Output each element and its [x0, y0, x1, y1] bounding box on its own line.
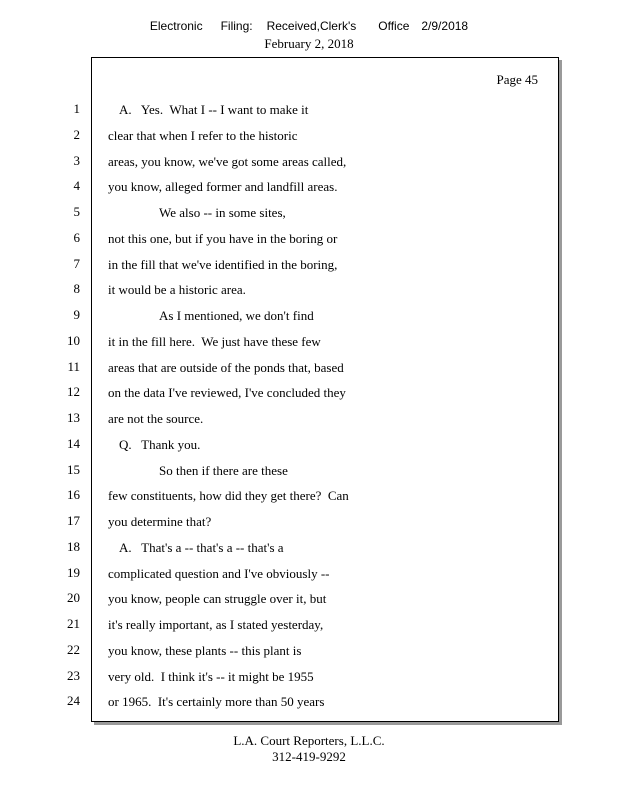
transcript-line: areas that are outside of the ponds that, based	[108, 359, 344, 375]
line-number: 11	[67, 358, 80, 374]
transcript-line: are not the source.	[108, 411, 204, 426]
transcript-line: areas, you know, we've got some areas called,	[108, 153, 347, 169]
line-number: 13	[67, 410, 80, 425]
reporter-phone: 312-419-9292	[272, 749, 346, 764]
line-number: 15	[67, 461, 80, 477]
transcript-line: complicated question and I've obviously --	[108, 565, 330, 581]
line-number: 1	[73, 101, 80, 116]
transcript-line: or 1965. It's certainly more than 50 years	[108, 694, 325, 710]
filing-stamp	[0, 19, 618, 33]
line-number: 12	[67, 384, 80, 400]
transcript-line: you know, alleged former and landfill areas.	[108, 179, 338, 195]
line-number: 8	[73, 281, 80, 297]
line-number: 20	[67, 590, 80, 606]
transcript-line: clear that when I refer to the historic	[108, 127, 298, 143]
line-number: 23	[67, 667, 80, 683]
line-number: 6	[73, 229, 80, 245]
filing-date: February 2, 2018	[264, 36, 354, 51]
line-number: 18	[67, 538, 80, 554]
line-number: 3	[73, 152, 80, 168]
line-number: 4	[73, 178, 80, 194]
transcript-line: in the fill that we've identified in the boring,	[108, 256, 338, 272]
line-number: 14	[67, 435, 80, 451]
stamp-word: Received,Clerk's	[266, 19, 357, 33]
line-number: 24	[67, 693, 80, 709]
stamp-word: Office	[378, 19, 410, 33]
stamp-word: Electronic	[149, 19, 203, 33]
line-number: 9	[73, 307, 80, 322]
transcript-line: you determine that?	[108, 514, 212, 529]
stamp-word: Filing:	[220, 19, 253, 33]
line-number: 10	[67, 332, 80, 348]
transcript-page	[91, 57, 559, 722]
transcript-line: it would be a historic area.	[108, 282, 246, 298]
transcript-line: not this one, but if you have in the boring or	[108, 230, 338, 246]
line-number: 16	[67, 487, 80, 503]
line-number: 22	[67, 641, 80, 657]
line-number: 17	[67, 513, 80, 528]
transcript-line: As I mentioned, we don't find	[159, 308, 314, 323]
transcript-line: We also -- in some sites,	[159, 205, 286, 220]
transcript-line: Q. Thank you.	[119, 436, 201, 452]
transcript-line: A. That's a -- that's a -- that's a	[119, 539, 284, 555]
transcript-line: few constituents, how did they get there? Can	[108, 488, 349, 504]
transcript-line: you know, people can struggle over it, but	[108, 591, 327, 607]
transcript-line: A. Yes. What I -- I want to make it	[119, 102, 309, 117]
reporter-company: L.A. Court Reporters, L.L.C.	[233, 733, 385, 748]
transcript-line: it in the fill here. We just have these few	[108, 333, 321, 349]
line-number: 5	[73, 204, 80, 219]
line-number: 7	[73, 255, 80, 271]
transcript-line: very old. I think it's -- it might be 1955	[108, 668, 314, 684]
stamp-word: 2/9/2018	[421, 19, 469, 33]
transcript-line: it's really important, as I stated yesterday,	[108, 617, 324, 632]
line-number: 2	[73, 126, 80, 142]
line-number: 19	[67, 564, 80, 580]
page-number: Page 45	[496, 72, 538, 87]
line-number: 21	[67, 616, 80, 631]
transcript-line: you know, these plants -- this plant is	[108, 642, 302, 658]
transcript-line: on the data I've reviewed, I've concluded they	[108, 385, 346, 401]
transcript-line: So then if there are these	[159, 462, 288, 478]
